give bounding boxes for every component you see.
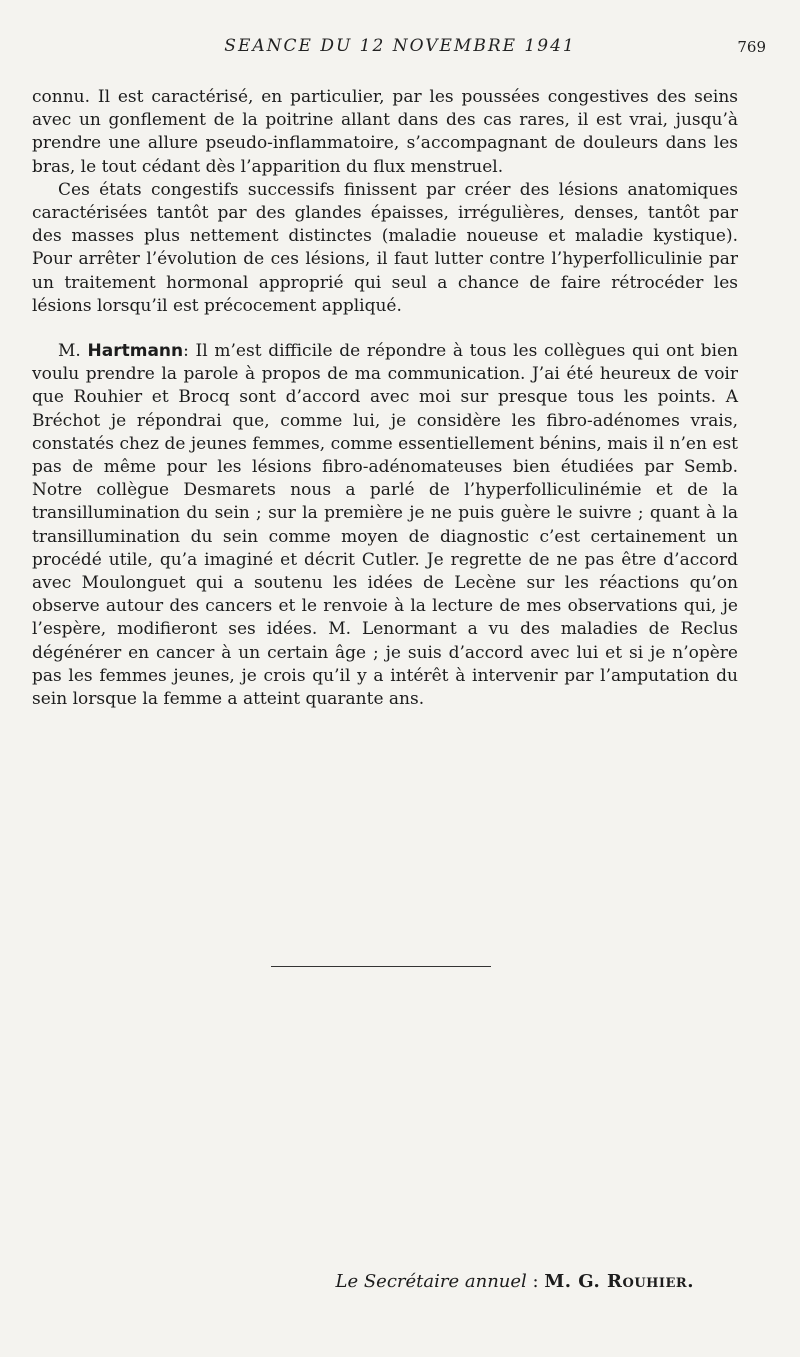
page-number: 769 <box>737 38 766 56</box>
paragraph-3 <box>32 340 738 711</box>
section-divider <box>271 966 491 967</box>
paragraph-3-text: : Il m’est difficile de répondre à tous les collègues qui ont bien voulu prendre la parole à propos de ma communication. J’ai été heureux de voir que Rouhier et Brocq sont d’accord avec moi sur presque tous les points. A Bréchot je répondrai que, comme lui, je considère les fibro-adénomes vrais, constatés chez de jeunes femmes, comme essentiellement bénins, mais il n’en est pas de même pour les lésions fibro-adénomateuses bien étudiées par Semb. Notre collègue Desmarets nous a parlé de l’hyperfolliculinémie et de la transillumination du sein ; sur la première je ne puis guère le suivre ; quant à la transillumination du sein comme moyen de diagnostic c’est certainement un procédé utile, qu’a imaginé et décrit Cutler. Je regrette de ne pas être d’accord avec Moulonguet qui a soutenu les idées de Lecène sur les réactions qu’on observe autour des cancers et le renvoie à la lecture de mes observations qui, je l’espère, modifieront ses idées. M. Lenormant a vu des maladies de Reclus dégénérer en cancer à un certain âge ; je suis d’accord avec lui et si je n’opère pas les femmes jeunes, je crois qu’il y a intérêt à intervenir par l’amputation du sein lorsque la femme a atteint quarante ans. <box>32 341 739 710</box>
signature-line <box>0 1271 694 1292</box>
header-title: SEANCE DU 12 NOVEMBRE 1941 <box>224 36 576 56</box>
signature-role: Le Secrétaire annuel <box>335 1271 527 1292</box>
paragraph-1: connu. Il est caractérisé, en particulier, par les poussées congestives des seins avec un gonflement de la poitrine allant dans des cas rares, il est vrai, jusqu’à prendre une allure pseudo-inflammatoire, s’accompagnant de douleurs dans les bras, le tout cédant dès l’apparition du flux menstruel. <box>32 87 738 177</box>
paragraph-2: Ces états congestifs successifs finissent par créer des lésions anatomiques caractérisées tantôt par des glandes épaisses, irrégulières, denses, tantôt par des masses plus nettement distinctes (maladie noueuse et maladie kystique). Pour arrêter l’évolution de ces lésions, il faut lutter contre l’hyperfolliculinie par un traitement hormonal approprié qui seul a chance de faire rétrocéder les lésions lorsqu’il est précocement appliqué. <box>32 179 738 316</box>
running-header <box>30 36 770 62</box>
speaker-prefix: M. <box>58 341 88 362</box>
signature-name: M. G. Rouhier. <box>544 1271 694 1292</box>
body-text <box>32 86 738 711</box>
signature-separator: : <box>526 1271 545 1292</box>
speaker-name: Hartmann <box>87 341 184 362</box>
